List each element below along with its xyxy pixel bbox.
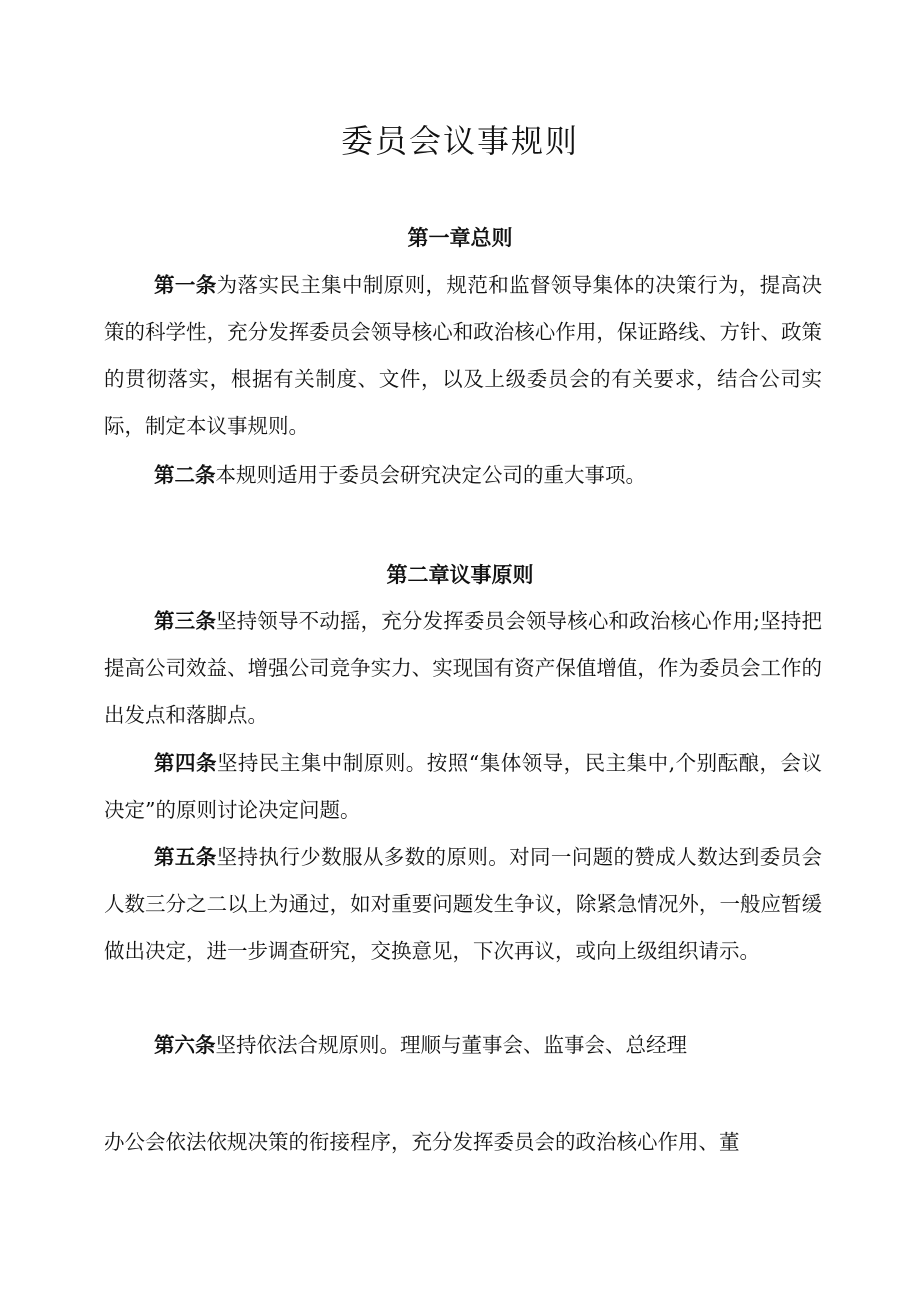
article-1 — [104, 262, 822, 450]
article-label: 第一条 — [154, 273, 217, 297]
article-5 — [104, 834, 822, 975]
article-label: 第二条 — [154, 463, 216, 487]
chapter-heading-1: 第一章总则 — [407, 226, 513, 250]
article-text: 本规则适用于委员会研究决定公司的重大事项。 — [215, 463, 646, 487]
article-2 — [104, 452, 822, 499]
document-title: 委员会议事规则 — [340, 122, 579, 160]
article-text: 坚持民主集中制原则。按照“集体领导，民主集中,个别酝酿，会议决定”的原则讨论决定问题。 — [104, 751, 822, 822]
article-4 — [104, 740, 822, 834]
article-text: 坚持执行少数服从多数的原则。对同一问题的赞成人数达到委员会人数三分之二以上为通过，如对重要问题发生争议，除紧急情况外，一般应暂缓做出决定，进一步调查研究，交换意见，下次再议，或向上级组织请示。 — [104, 845, 823, 963]
article-text: 坚持依法合规原则。理顺与董事会、监事会、总经理 — [215, 1033, 687, 1057]
article-label: 第五条 — [154, 845, 217, 869]
article-3 — [104, 598, 822, 739]
article-label: 第六条 — [154, 1033, 216, 1057]
article-text: 为落实民主集中制原则，规范和监督领导集体的决策行为，提高决策的科学性，充分发挥委员会领导核心和政治核心作用，保证路线、方针、政策的贯彻落实，根据有关制度、文件，以及上级委员会的有关要求，结合公司实际，制定本议事规则。 — [104, 273, 823, 438]
continuation-text: 办公会依法依规决策的衔接程序，充分发挥委员会的政治核心作用、董 — [104, 1130, 740, 1154]
chapter-heading-2: 第二章议事原则 — [386, 563, 534, 587]
article-label: 第三条 — [154, 609, 216, 633]
article-text: 坚持领导不动摇，充分发挥委员会领导核心和政治核心作用;坚持把提高公司效益、增强公司竞争实力、实现国有资产保值增值，作为委员会工作的出发点和落脚点。 — [104, 609, 823, 727]
article-label: 第四条 — [154, 751, 217, 775]
article-6 — [104, 1022, 822, 1069]
